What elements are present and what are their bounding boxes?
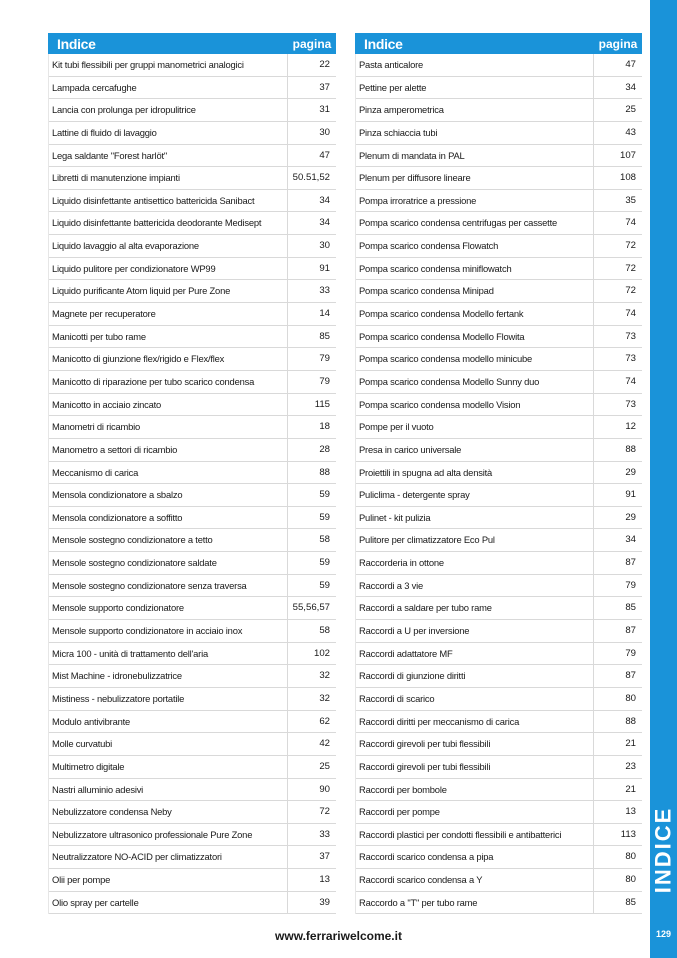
index-title: Indice [364, 35, 403, 52]
index-row [356, 620, 642, 643]
entry-page: 23 [625, 760, 636, 772]
index-row [356, 733, 642, 756]
entry-name: Pompa scarico condensa modello Vision [356, 394, 594, 416]
index-row [49, 507, 336, 530]
entry-page: 80 [625, 874, 636, 886]
index-row [356, 167, 642, 190]
entry-page: 108 [619, 172, 636, 184]
entry-name: Presa in carico universale [356, 439, 594, 461]
entry-page: 88 [319, 466, 330, 478]
index-row [356, 552, 642, 575]
entry-page: 37 [319, 851, 330, 863]
entry-page: 72 [625, 262, 636, 274]
index-row [356, 258, 642, 281]
entry-page: 59 [319, 579, 330, 591]
index-list-right [355, 54, 642, 914]
entry-name: Raccordo a "T" per tubo rame [356, 892, 594, 914]
entry-page: 25 [319, 760, 330, 772]
entry-page: 13 [625, 806, 636, 818]
index-row [356, 665, 642, 688]
entry-name: Plenum di mandata in PAL [356, 145, 594, 167]
entry-name: Mensola condizionatore a sbalzo [49, 484, 288, 506]
index-row [49, 824, 336, 847]
index-row [49, 258, 336, 281]
index-row [356, 190, 642, 213]
entry-page: 88 [625, 443, 636, 455]
entry-name: Liquido disinfettante battericida deodorante Medisept [49, 212, 288, 234]
entry-page: 14 [319, 308, 330, 320]
entry-page: 73 [625, 353, 636, 365]
index-row [356, 462, 642, 485]
index-row [49, 235, 336, 258]
index-row [49, 54, 336, 77]
entry-page: 72 [625, 240, 636, 252]
entry-name: Mistiness - nebulizzatore portatile [49, 688, 288, 710]
footer-url[interactable]: www.ferrariwelcome.it [275, 929, 402, 943]
entry-page: 85 [319, 330, 330, 342]
entry-page: 28 [319, 443, 330, 455]
index-row [356, 416, 642, 439]
index-row [356, 54, 642, 77]
index-row [356, 235, 642, 258]
entry-page: 72 [625, 285, 636, 297]
entry-name: Raccordi a 3 vie [356, 575, 594, 597]
index-row [49, 462, 336, 485]
entry-page: 90 [319, 783, 330, 795]
entry-page: 30 [319, 126, 330, 138]
entry-name: Raccordi diritti per meccanismo di carica [356, 711, 594, 733]
entry-page: 73 [625, 330, 636, 342]
index-row [356, 303, 642, 326]
entry-name: Olio spray per cartelle [49, 892, 288, 914]
index-row [356, 99, 642, 122]
index-row [356, 846, 642, 869]
entry-page: 47 [319, 149, 330, 161]
entry-page: 91 [625, 489, 636, 501]
entry-page: 50.51,52 [292, 172, 330, 184]
index-row [49, 779, 336, 802]
entry-page: 21 [625, 738, 636, 750]
entry-page: 79 [319, 375, 330, 387]
index-row [356, 597, 642, 620]
entry-name: Pinza schiaccia tubi [356, 122, 594, 144]
entry-name: Mist Machine - idronebulizzatrice [49, 665, 288, 687]
index-row [49, 122, 336, 145]
entry-page: 91 [319, 262, 330, 274]
entry-page: 35 [625, 194, 636, 206]
entry-page: 43 [625, 126, 636, 138]
entry-page: 59 [319, 557, 330, 569]
entry-page: 59 [319, 511, 330, 523]
entry-page: 13 [319, 874, 330, 886]
index-row [49, 167, 336, 190]
index-row [356, 575, 642, 598]
entry-name: Pompa scarico condensa Modello Sunny duo [356, 371, 594, 393]
index-row [49, 552, 336, 575]
index-row [49, 801, 336, 824]
entry-name: Raccorderia in ottone [356, 552, 594, 574]
index-row [356, 779, 642, 802]
entry-name: Nebulizzatore ultrasonico professionale Pure Zone [49, 824, 288, 846]
entry-name: Pompa scarico condensa modello minicube [356, 348, 594, 370]
entry-name: Pompa scarico condensa Minipad [356, 280, 594, 302]
entry-name: Micra 100 - unità di trattamento dell'aria [49, 643, 288, 665]
entry-page: 32 [319, 692, 330, 704]
entry-page: 59 [319, 489, 330, 501]
entry-page: 87 [625, 625, 636, 637]
page-column-label: pagina [292, 36, 332, 51]
index-row [49, 326, 336, 349]
entry-page: 39 [319, 896, 330, 908]
entry-page: 85 [625, 896, 636, 908]
index-row [356, 869, 642, 892]
index-row [356, 892, 642, 915]
index-row [356, 326, 642, 349]
entry-name: Pompe per il vuoto [356, 416, 594, 438]
index-row [356, 212, 642, 235]
side-tab-label-wrap [650, 790, 677, 910]
entry-name: Meccanismo di carica [49, 462, 288, 484]
index-row [49, 416, 336, 439]
index-row [356, 122, 642, 145]
entry-page: 87 [625, 557, 636, 569]
entry-name: Manometri di ricambio [49, 416, 288, 438]
entry-name: Lampada cercafughe [49, 77, 288, 99]
index-column-left [48, 33, 336, 914]
index-row [49, 688, 336, 711]
index-row [356, 394, 642, 417]
index-row [356, 280, 642, 303]
index-header-right [355, 33, 642, 54]
entry-page: 30 [319, 240, 330, 252]
entry-name: Raccordi per pompe [356, 801, 594, 823]
entry-page: 18 [319, 421, 330, 433]
index-row [49, 892, 336, 915]
entry-page: 62 [319, 715, 330, 727]
entry-name: Raccordi per bombole [356, 779, 594, 801]
entry-name: Raccordi plastici per condotti flessibili e antibatterici [356, 824, 594, 846]
entry-name: Manicotto di riparazione per tubo scarico condensa [49, 371, 288, 393]
entry-name: Pompa scarico condensa Flowatch [356, 235, 594, 257]
index-row [49, 394, 336, 417]
entry-name: Proiettili in spugna ad alta densità [356, 462, 594, 484]
entry-page: 85 [625, 602, 636, 614]
entry-page: 58 [319, 534, 330, 546]
entry-name: Liquido disinfettante antisettico battericida Sanibact [49, 190, 288, 212]
entry-name: Liquido purificante Atom liquid per Pure Zone [49, 280, 288, 302]
entry-name: Mensole sostegno condizionatore saldate [49, 552, 288, 574]
index-title: Indice [57, 35, 96, 52]
index-row [49, 77, 336, 100]
index-row [356, 145, 642, 168]
entry-name: Raccordi girevoli per tubi flessibili [356, 733, 594, 755]
entry-name: Raccordi a saldare per tubo rame [356, 597, 594, 619]
index-row [356, 529, 642, 552]
index-row [49, 303, 336, 326]
entry-page: 79 [319, 353, 330, 365]
entry-page: 74 [625, 217, 636, 229]
side-tab-label: INDICE [650, 806, 676, 894]
entry-page: 58 [319, 625, 330, 637]
index-row [49, 212, 336, 235]
index-row [356, 484, 642, 507]
entry-name: Mensole supporto condizionatore [49, 597, 288, 619]
index-row [49, 529, 336, 552]
index-row [356, 77, 642, 100]
entry-name: Raccordi a U per inversione [356, 620, 594, 642]
index-row [49, 643, 336, 666]
index-row [356, 801, 642, 824]
entry-name: Nastri alluminio adesivi [49, 779, 288, 801]
index-row [49, 190, 336, 213]
entry-page: 113 [620, 828, 636, 840]
index-row [49, 711, 336, 734]
index-row [49, 99, 336, 122]
index-row [49, 371, 336, 394]
entry-page: 12 [625, 421, 636, 433]
entry-name: Manometro a settori di ricambio [49, 439, 288, 461]
entry-name: Raccordi adattatore MF [356, 643, 594, 665]
entry-name: Raccordi girevoli per tubi flessibili [356, 756, 594, 778]
index-row [49, 756, 336, 779]
entry-page: 34 [319, 194, 330, 206]
entry-name: Pettine per alette [356, 77, 594, 99]
entry-name: Neutralizzatore NO-ACID per climatizzatori [49, 846, 288, 868]
index-row [49, 439, 336, 462]
side-tab [650, 0, 677, 958]
index-header-left [48, 33, 336, 54]
entry-name: Lega saldante "Forest harlöt" [49, 145, 288, 167]
entry-name: Manicotto di giunzione flex/rigido e Flex/flex [49, 348, 288, 370]
entry-page: 80 [625, 692, 636, 704]
entry-name: Kit tubi flessibili per gruppi manometrici analogici [49, 54, 288, 76]
entry-name: Mensole supporto condizionatore in acciaio inox [49, 620, 288, 642]
index-row [356, 824, 642, 847]
entry-name: Raccordi di scarico [356, 688, 594, 710]
index-row [49, 846, 336, 869]
page-number: 129 [655, 929, 672, 939]
entry-page: 74 [625, 308, 636, 320]
entry-page: 73 [625, 398, 636, 410]
index-row [49, 484, 336, 507]
index-row [356, 643, 642, 666]
entry-name: Nebulizzatore condensa Neby [49, 801, 288, 823]
entry-page: 79 [625, 579, 636, 591]
index-row [49, 145, 336, 168]
entry-name: Liquido pulitore per condizionatore WP99 [49, 258, 288, 280]
entry-page: 25 [625, 104, 636, 116]
index-row [356, 711, 642, 734]
entry-name: Molle curvatubi [49, 733, 288, 755]
entry-page: 102 [313, 647, 330, 659]
entry-page: 88 [625, 715, 636, 727]
index-row [49, 869, 336, 892]
index-row [49, 597, 336, 620]
index-column-right [355, 33, 642, 914]
entry-page: 32 [319, 670, 330, 682]
index-row [49, 280, 336, 303]
index-row [49, 665, 336, 688]
entry-name: Pompa scarico condensa Modello Flowita [356, 326, 594, 348]
entry-page: 22 [319, 59, 330, 70]
index-row [356, 688, 642, 711]
entry-page: 29 [625, 511, 636, 523]
entry-name: Raccordi scarico condensa a pipa [356, 846, 594, 868]
entry-name: Lancia con prolunga per idropulitrice [49, 99, 288, 121]
entry-name: Pompa scarico condensa centrifugas per cassette [356, 212, 594, 234]
entry-page: 34 [625, 534, 636, 546]
index-list-left [48, 54, 336, 914]
entry-name: Multimetro digitale [49, 756, 288, 778]
entry-page: 107 [619, 149, 636, 161]
index-row [49, 575, 336, 598]
entry-name: Libretti di manutenzione impianti [49, 167, 288, 189]
entry-name: Raccordi di giunzione diritti [356, 665, 594, 687]
index-row [356, 756, 642, 779]
entry-page: 29 [625, 466, 636, 478]
entry-page: 33 [319, 828, 330, 840]
entry-page: 37 [319, 81, 330, 93]
entry-name: Mensole sostegno condizionatore a tetto [49, 529, 288, 551]
page-column-label: pagina [598, 36, 638, 51]
entry-name: Lattine di fluido di lavaggio [49, 122, 288, 144]
entry-page: 47 [625, 59, 636, 70]
entry-name: Modulo antivibrante [49, 711, 288, 733]
entry-page: 72 [319, 806, 330, 818]
entry-name: Manicotto in acciaio zincato [49, 394, 288, 416]
entry-page: 34 [319, 217, 330, 229]
index-row [356, 507, 642, 530]
entry-page: 21 [625, 783, 636, 795]
entry-page: 34 [625, 81, 636, 93]
index-row [356, 439, 642, 462]
entry-page: 79 [625, 647, 636, 659]
index-row [49, 620, 336, 643]
entry-name: Mensola condizionatore a soffitto [49, 507, 288, 529]
entry-name: Manicotti per tubo rame [49, 326, 288, 348]
entry-name: Pompa scarico condensa miniflowatch [356, 258, 594, 280]
entry-name: Pulitore per climatizzatore Eco Pul [356, 529, 594, 551]
entry-page: 33 [319, 285, 330, 297]
entry-name: Puliclima - detergente spray [356, 484, 594, 506]
entry-name: Pulinet - kit pulizia [356, 507, 594, 529]
entry-page: 74 [625, 375, 636, 387]
entry-page: 55,56,57 [292, 602, 330, 614]
entry-name: Olii per pompe [49, 869, 288, 891]
entry-name: Magnete per recuperatore [49, 303, 288, 325]
entry-name: Raccordi scarico condensa a Y [356, 869, 594, 891]
index-row [356, 371, 642, 394]
entry-name: Liquido lavaggio al alta evaporazione [49, 235, 288, 257]
entry-page: 80 [625, 851, 636, 863]
index-row [49, 733, 336, 756]
index-row [49, 348, 336, 371]
entry-name: Mensole sostegno condizionatore senza traversa [49, 575, 288, 597]
entry-page: 87 [625, 670, 636, 682]
entry-page: 31 [319, 104, 330, 116]
entry-name: Plenum per diffusore lineare [356, 167, 594, 189]
entry-name: Pompa irroratrice a pressione [356, 190, 594, 212]
entry-page: 42 [319, 738, 330, 750]
entry-name: Pinza amperometrica [356, 99, 594, 121]
entry-name: Pasta anticalore [356, 54, 594, 76]
entry-name: Pompa scarico condensa Modello fertank [356, 303, 594, 325]
index-row [356, 348, 642, 371]
entry-page: 115 [314, 398, 330, 410]
